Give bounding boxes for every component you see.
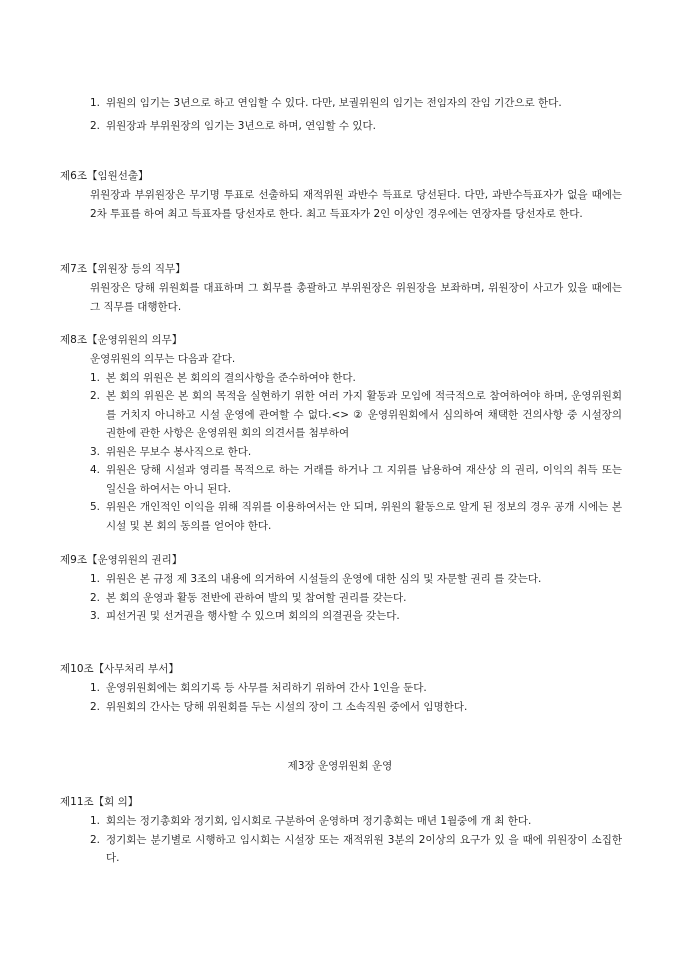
article-heading: 제10조【사무처리 부서】: [60, 663, 179, 675]
chapter-title: 제3장 운영위원회 운영: [287, 760, 393, 772]
article5-section: [0, 94, 680, 135]
article-heading: 제11조【회 의】: [60, 796, 139, 808]
item-text: 정기회는 분기별로 시행하고 임시회는 시설장 또는 재적위원 3분의 2이상의 요구가 있 을 때에 위원장이 소집한다.: [106, 833, 622, 864]
item-number: 1.: [90, 682, 101, 694]
article10-section: [0, 659, 680, 716]
article-heading: 제9조【운영위원의 권리】: [60, 554, 183, 566]
list-item: [90, 812, 622, 831]
item-text: 회의는 정기총회와 정기회, 임시회로 구분하여 운영하며 정기총회는 매년 1월중에 개 최 한다.: [106, 815, 532, 827]
article7-section: [0, 259, 680, 316]
item-text: 위원은 본 규정 제 3조의 내용에 의거하여 시설들의 운영에 대한 심의 및 자문할 권리 를 갖는다.: [106, 573, 542, 585]
item-number: 1.: [90, 97, 101, 109]
article8-section: [0, 330, 680, 535]
item-number: 2.: [90, 119, 101, 132]
article11-section: [0, 792, 680, 868]
item-number: 3.: [90, 445, 101, 458]
list-item: [90, 679, 622, 698]
item-text: 본 회의 위원은 본 회의의 결의사항을 준수하여야 한다.: [106, 371, 356, 384]
item-number: 1.: [90, 815, 101, 827]
article-heading: 제7조【위원장 등의 직무】: [60, 263, 186, 275]
article-intro: 운영위원의 의무는 다음과 같다.: [90, 353, 236, 365]
list-item: [90, 498, 622, 535]
item-text: 위원장과 부위원장의 임기는 3년으로 하며, 연임할 수 있다.: [106, 119, 377, 132]
item-number: 2.: [90, 591, 101, 604]
article-heading: 제6조【임원선출】: [60, 170, 149, 182]
list-item: [90, 117, 622, 136]
item-text: 운영위원회에는 회의기록 등 사무를 처리하기 위하여 간사 1인을 둔다.: [106, 682, 427, 694]
list-item: [90, 461, 622, 498]
item-text: 위원은 무보수 봉사직으로 한다.: [106, 445, 252, 458]
item-number: 5.: [90, 501, 101, 513]
list-item: [90, 570, 622, 589]
list-item: [90, 94, 622, 113]
item-number: 2.: [90, 700, 101, 713]
article-heading: 제8조【운영위원의 의무】: [60, 334, 183, 346]
article9-section: [0, 550, 680, 626]
article-body: 위원장은 당해 위원회를 대표하며 그 회무를 총괄하고 부위원장은 위원장을 보좌하며, 위원장이 사고가 있을 때에는 그 직무를 대행한다.: [90, 282, 622, 313]
item-number: 1.: [90, 371, 101, 384]
item-number: 2.: [90, 833, 101, 846]
list-item: [90, 831, 622, 868]
item-number: 1.: [90, 573, 101, 585]
item-text: 피선거권 및 선거권을 행사할 수 있으며 회의의 의결권을 갖는다.: [106, 610, 400, 622]
item-text: 본 회의 위원은 본 회의 목적을 실현하기 위한 여러 가지 활동과 모임에 적극적으로 참여하여야 하며, 운영위원회를 거치지 아니하고 시설 운영에 관여할 수 없다.<> ② 운영위원회에서 심의하여 채택한 건의사항 중 시설장의 권한에 관한 사항은 운영위원 회의 의견서를 첨부하여: [106, 390, 622, 439]
item-text: 위원은 당해 시설과 영리를 목적으로 하는 거래를 하거나 그 지위를 남용하여 재산상 의 권리, 이익의 취득 또는 일신을 하여서는 아니 된다.: [106, 464, 622, 495]
item-text: 위원의 임기는 3년으로 하고 연임할 수 있다. 다만, 보궐위원의 임기는 전임자의 잔임 기간으로 한다.: [106, 97, 562, 109]
list-item: [90, 698, 622, 717]
item-text: 본 회의 운영과 활동 전반에 관하여 발의 및 참여할 권리를 갖는다.: [106, 591, 407, 604]
list-item: [90, 369, 622, 388]
item-text: 위원회의 간사는 당해 위원회를 두는 시설의 장이 그 소속직원 중에서 임명한다.: [106, 700, 468, 713]
item-text: 위원은 개인적인 이익을 위해 직위를 이용하여서는 안 되며, 위원의 활동으로 알게 된 정보의 경우 공개 시에는 본 시설 및 본 회의 동의를 얻어야 한다.: [106, 501, 622, 532]
item-number: 4.: [90, 464, 101, 476]
list-item: [90, 387, 622, 443]
list-item: [90, 443, 622, 462]
item-number: 3.: [90, 610, 101, 622]
article6-section: [0, 166, 680, 223]
list-item: [90, 589, 622, 608]
list-item: [90, 607, 622, 626]
article-body: 위원장과 부위원장은 무기명 투표로 선출하되 재적위원 과반수 득표로 당선된다. 다만, 과반수득표자가 없을 때에는 2차 투표를 하여 최고 득표자를 당선자로 한다. 최고 득표자가 2인 이상인 경우에는 연장자를 당선자로 한다.: [90, 189, 622, 220]
item-number: 2.: [90, 390, 101, 402]
